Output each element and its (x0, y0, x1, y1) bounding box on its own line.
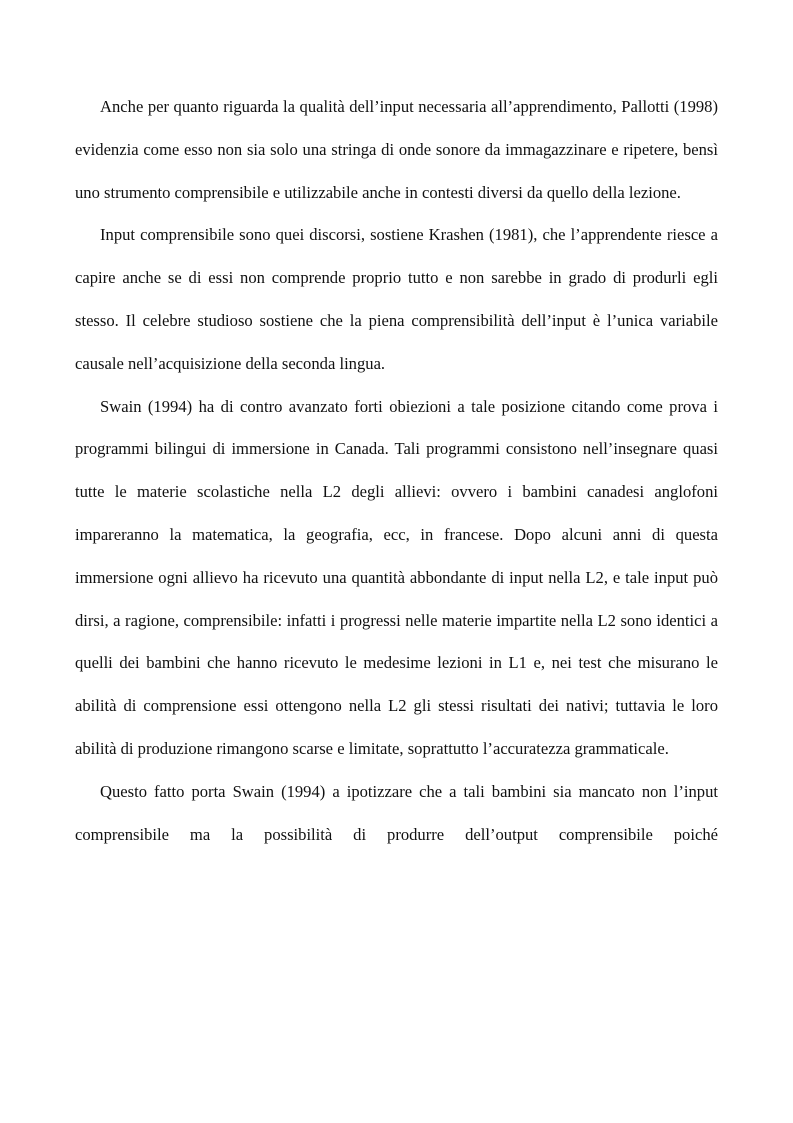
paragraph-input-quality: Anche per quanto riguarda la qualità dell’input necessaria all’apprendimento, Pallotti (1998) evidenzia come esso non sia solo una stringa di onde sonore da immagazzinare e ripetere, bensì uno strumento comprensibile e utilizzabile anche in contesti diversi da quello della lezione. (75, 97, 718, 202)
paragraph-swain-hypothesis: Questo fatto porta Swain (1994) a ipotizzare che a tali bambini sia mancato non l’input comprensibile ma la possibilità di produrre dell’output comprensibile poiché (75, 781, 718, 844)
document-page (75, 86, 718, 856)
paragraph-swain-objections: Swain (1994) ha di contro avanzato forti obiezioni a tale posizione citando come prova i programmi bilingui di immersione in Canada. Tali programmi consistono nell’insegnare quasi tutte le materie scolastiche nella L2 degli allievi: ovvero i bambini canadesi anglofoni impareranno la matematica, la geografia, ecc, in francese. Dopo alcuni anni di questa immersione ogni allievo ha ricevuto una quantità abbondante di input nella L2, e tale input può dirsi, a ragione, comprensibile: infatti i progressi nelle materie impartite nella L2 sono identici a quelli dei bambini che hanno ricevuto le medesime lezioni in L1 e, nei test che misurano le abilità di comprensione essi ottengono nella L2 gli stessi risultati dei nativi; tuttavia le loro abilità di produzione rimangono scarse e limitate, soprattutto l’accuratezza grammaticale. (75, 396, 718, 758)
paragraph-krashen: Input comprensibile sono quei discorsi, sostiene Krashen (1981), che l’apprendente riesce a capire anche se di essi non comprende proprio tutto e non sarebbe in grado di produrli egli stesso. Il celebre studioso sostiene che la piena comprensibilità dell’input è l’unica variabile causale nell’acquisizione della seconda lingua. (75, 225, 718, 373)
